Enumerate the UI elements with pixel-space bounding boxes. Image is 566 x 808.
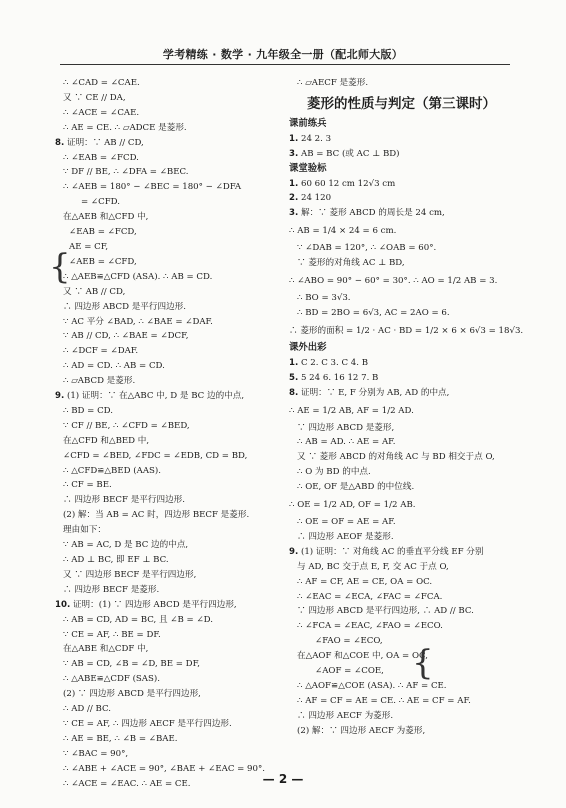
solution-line: ∴ ▱AECF 是菱形. xyxy=(297,78,369,88)
solution-line: ∵ 菱形的对角线 AC ⊥ BD, xyxy=(297,258,405,269)
problem-text: 证明：∵ E, F 分别为 AB, AD 的中点, xyxy=(298,387,450,398)
problem-text: 24 2. 3 xyxy=(298,133,332,144)
solution-line: ∵ CE = AF, ∴ BE = DF. xyxy=(63,629,161,640)
solution-line: ∴ AE = CE. ∴ ▱ADCE 是菱形. xyxy=(63,122,187,133)
problem-line xyxy=(289,371,514,386)
solution-line: ∴ AB = AD. ∴ AE = AF. xyxy=(297,437,396,448)
problem-text: 解：∵ 菱形 ABCD 的周长是 24 cm, xyxy=(298,208,445,219)
solution-line: ∴ ▱ABCD 是菱形. xyxy=(63,376,136,387)
solution-line: ∴ AE = BE, ∴ ∠B = ∠BAE. xyxy=(63,733,178,744)
problem-text: 24 120 xyxy=(298,193,332,204)
solution-line: 在△AOF 和△COE 中, OA = OC, xyxy=(297,651,428,662)
solution-line: ∵ AB = CD, ∠B = ∠D, BE = DF, xyxy=(63,659,200,670)
problem-line xyxy=(289,356,514,371)
problem-line xyxy=(55,136,287,151)
page-number: — 2 — xyxy=(262,772,304,786)
solution-line: ∴ 四边形 AEOF 是菱形. xyxy=(297,531,394,542)
solution-line: ∵ AB // CD, ∴ ∠BAE = ∠DCF, xyxy=(63,331,189,342)
problem-text: 60 60 12 cm 12√3 cm xyxy=(298,178,396,189)
section-heading: 课前练兵 xyxy=(289,117,327,129)
solution-line: ∴ △AOF≌△COE (ASA). ∴ AF = CE. xyxy=(297,681,447,691)
problem-number: 1. xyxy=(289,357,299,368)
solution-line: ∴ △CFD≌△BED (AAS). xyxy=(63,465,161,476)
solution-line: ∴ ∠CAD = ∠CAE. xyxy=(63,78,140,88)
section-heading: 课堂验标 xyxy=(289,162,327,174)
problem-line xyxy=(289,206,514,221)
solution-line: ∴ ∠ACE = ∠EAC. ∴ AE = CE. xyxy=(63,778,191,789)
problem-number: 9. xyxy=(55,391,65,402)
problem-number: 3. xyxy=(289,148,299,159)
solution-line: ∵ ∠DAB = 120°, ∴ ∠OAB = 60°. xyxy=(297,243,437,254)
solution-line: 又 ∵ 四边形 BECF 是平行四边形, xyxy=(63,569,197,580)
solution-line: ∴ ∠DCF = ∠DAF. xyxy=(63,346,139,357)
lesson-title: 菱形的性质与判定（第三课时） xyxy=(307,95,496,112)
solution-line: 在△CFD 和△BED 中, xyxy=(63,435,150,446)
problem-text: 证明：(1) ∵ 四边形 ABCD 是平行四边形, xyxy=(70,599,237,610)
solution-line: (2) 解：∵ 四边形 AECF 为菱形, xyxy=(297,725,426,736)
header-rule xyxy=(60,64,510,65)
solution-line: AE = CF, xyxy=(69,241,109,252)
running-header: 学考精练 · 数学 · 九年级全一册（配北师大版） xyxy=(162,48,404,61)
solution-line: = ∠CFD. xyxy=(81,197,120,208)
solution-line: ∵ AB = AC, D 是 BC 边的中点, xyxy=(63,540,189,551)
left-column xyxy=(55,76,287,792)
solution-line: ∴ AF = CF = AE = CE. ∴ AE = CF = AF. xyxy=(297,695,471,706)
solution-line: ∴ ∠EAC = ∠ECA, ∠FAC = ∠FCA. xyxy=(297,591,443,602)
solution-line: ∠AOF = ∠COE, xyxy=(315,666,384,677)
solution-line: ∴ O 为 BD 的中点. xyxy=(297,467,371,478)
problem-number: 1. xyxy=(289,178,299,189)
solution-line: ∴ ∠ABO = 90° − 60° = 30°. ∴ AO = 1/2 AB = 3. xyxy=(289,276,498,287)
problem-text: (1) 证明：∵ 在△ABC 中, D 是 BC 边的中点, xyxy=(64,391,245,402)
solution-line: ∠CFD = ∠BED, ∠FDC = ∠EDB, CD = BD, xyxy=(63,450,248,461)
problem-text: C 2. C 3. C 4. B xyxy=(298,357,369,368)
solution-line: ∴ 四边形 AECF 为菱形. xyxy=(297,710,394,721)
solution-line: ∵ 四边形 ABCD 是菱形, xyxy=(297,422,395,433)
solution-line: ∴ AD = CD. ∴ AB = CD. xyxy=(63,361,165,372)
solution-line: ∵ ∠BAC = 90°, xyxy=(63,748,129,759)
system-brace-left: { xyxy=(49,247,71,287)
solution-line: ∵ AC 平分 ∠BAD, ∴ ∠BAE = ∠DAF. xyxy=(63,316,213,327)
solution-line: ∴ ∠AEB = 180° − ∠BEC = 180° − ∠DFA xyxy=(63,182,242,193)
system-brace-right: { xyxy=(412,643,434,683)
solution-line: ∴ △ABE≌△CDF (SAS). xyxy=(63,674,160,685)
solution-line: 又 ∵ 菱形 ABCD 的对角线 AC 与 BD 相交于点 O, xyxy=(297,452,495,463)
solution-line: ∴ AB = 1/4 × 24 = 6 cm. xyxy=(289,226,397,237)
problem-line xyxy=(289,147,514,162)
solution-line: ∵ CF // BE, ∴ ∠CFD = ∠BED, xyxy=(63,420,190,431)
solution-line: ∵ 四边形 ABCD 是平行四边形, ∴ AD // BC. xyxy=(297,606,474,617)
solution-line: ∴ OE = 1/2 AD, OF = 1/2 AB. xyxy=(289,500,416,511)
solution-line: ∴ 四边形 BECF 是平行四边形. xyxy=(63,495,185,506)
problem-number: 9. xyxy=(289,546,299,557)
problem-text: (1) 证明：∵ 对角线 AC 的垂直平分线 EF 分别 xyxy=(298,546,484,557)
solution-line: ∠FAO = ∠ECO, xyxy=(315,636,383,647)
solution-line: ∴ △AEB≌△CFD (ASA). ∴ AB = CD. xyxy=(63,271,213,282)
problem-line xyxy=(289,132,514,147)
problem-number: 3. xyxy=(289,208,299,219)
problem-number: 2. xyxy=(289,193,299,204)
solution-line: ∴ AB = CD, AD = BC, 且 ∠B = ∠D. xyxy=(63,614,213,625)
solution-line: 又 ∵ AB // CD, xyxy=(63,286,126,297)
solution-line: ∴ AE = 1/2 AB, AF = 1/2 AD. xyxy=(289,405,414,416)
problem-text: 证明：∵ AB // CD, xyxy=(64,137,144,148)
solution-line: ∵ DF // BE, ∴ ∠DFA = ∠BEC. xyxy=(63,167,189,178)
section-heading: 课外出彩 xyxy=(289,341,327,353)
solution-line: ∴ AD // BC. xyxy=(63,704,112,715)
problem-number: 8. xyxy=(55,137,65,148)
solution-line: ∴ AD ⊥ BC, 即 EF ⊥ BC. xyxy=(63,555,169,565)
problem-line xyxy=(55,389,287,404)
solution-line: 在△AEB 和△CFD 中, xyxy=(63,212,149,223)
right-column xyxy=(289,76,524,739)
solution-line: ∴ ∠ACE = ∠CAE. xyxy=(63,107,140,118)
solution-line: ∴ AF = CF, AE = CE, OA = OC. xyxy=(297,576,433,587)
problem-text: AB = BC (或 AC ⊥ BD) xyxy=(298,148,400,159)
solution-line: ∴ CF = BE. xyxy=(63,480,112,491)
solution-line: ∴ BD = CD. xyxy=(63,405,113,416)
solution-line: ∴ 四边形 BECF 是菱形. xyxy=(63,584,160,595)
solution-line: ∴ OE, OF 是△ABD 的中位线. xyxy=(297,482,415,493)
problem-line xyxy=(289,177,514,192)
solution-line: 在△ABE 和△CDF 中, xyxy=(63,644,149,655)
solution-line: ∴ 四边形 ABCD 是平行四边形. xyxy=(63,301,187,312)
problem-text: 5 24 6. 16 12 7. B xyxy=(298,372,379,383)
problem-line xyxy=(289,386,514,401)
solution-line: (2) 解：当 AB = AC 时，四边形 BECF 是菱形. xyxy=(63,510,250,521)
solution-line: 又 ∵ CE // DA, xyxy=(63,92,126,103)
problem-line xyxy=(55,598,287,613)
problem-number: 5. xyxy=(289,372,299,383)
problem-line xyxy=(289,191,514,206)
problem-number: 1. xyxy=(289,133,299,144)
solution-line: (2) ∵ 四边形 ABCD 是平行四边形, xyxy=(63,689,201,700)
solution-line: ∴ 菱形的面积 = 1/2 · AC · BD = 1/2 × 6 × 6√3 = 18√3. xyxy=(289,325,524,336)
solution-line: 与 AD, BC 交于点 E, F, 交 AC 于点 O, xyxy=(297,561,449,572)
solution-line: 理由如下： xyxy=(63,525,106,536)
solution-line: ∴ BD = 2BO = 6√3, AC = 2AO = 6. xyxy=(297,307,450,318)
solution-line: ∠AEB = ∠CFD, xyxy=(69,256,137,267)
solution-line: ∠EAB = ∠FCD, xyxy=(69,227,137,238)
solution-line: ∵ CE = AF, ∴ 四边形 AECF 是平行四边形. xyxy=(63,718,232,729)
solution-line: ∴ BO = 3√3. xyxy=(297,293,351,304)
problem-number: 8. xyxy=(289,387,299,398)
solution-line: ∴ ∠FCA = ∠EAC, ∠FAO = ∠ECO. xyxy=(297,621,443,632)
problem-number: 10. xyxy=(55,599,71,610)
problem-line xyxy=(289,545,514,560)
solution-line: ∴ OE = OF = AE = AF. xyxy=(297,517,396,528)
solution-line: ∴ ∠ABE + ∠ACE = 90°, ∠BAE + ∠EAC = 90°. xyxy=(63,763,266,774)
solution-line: ∴ ∠EAB = ∠FCD. xyxy=(63,152,139,163)
